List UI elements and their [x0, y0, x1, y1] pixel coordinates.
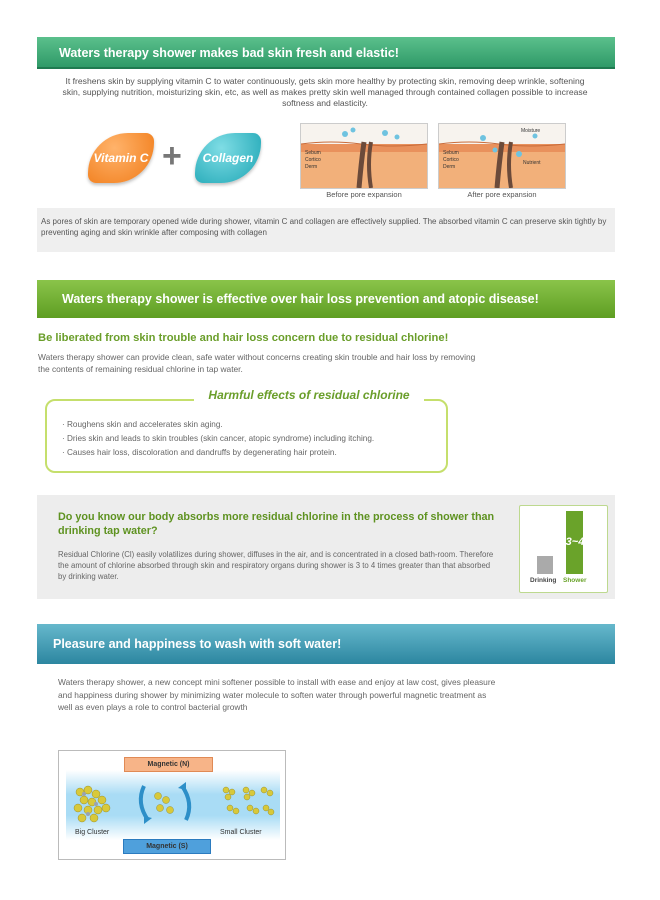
after-label-moisture: Moisture — [521, 128, 541, 134]
after-label-nutrient: Nutrient — [523, 160, 541, 166]
chlorine-heading: Be liberated from skin trouble and hair loss concern due to residual chlorine! — [38, 332, 449, 344]
skin-before-illustration — [300, 123, 428, 189]
water-cluster-illustration — [66, 778, 280, 828]
after-label-derm: Derm — [443, 164, 456, 170]
after-pore-caption: After pore expansion — [467, 190, 537, 199]
absorption-paragraph: Residual Chlorine (Cl) easily volatilizes during shower, diffuses in the air, and is concentrated in a closed bath-room. Therefore the amount of chlorine absorbed through skin and respiratory organs during shower is 3 to 4 times greater than that absorbed by drinking water. — [58, 550, 494, 581]
chlorine-paragraph: Waters therapy shower can provide clean, safe water without concerns creating skin trouble and hair loss by removing the contents of remaining residual chlorine in tap water. — [38, 352, 476, 374]
skin-label-cortico: Cortico — [305, 157, 321, 163]
before-pore-caption: Before pore expansion — [326, 190, 402, 199]
harmful-item: · Roughens skin and accelerates skin aging. — [62, 420, 223, 429]
harmful-item: · Dries skin and leads to skin troubles (skin cancer, atopic syndrome) including itching. — [62, 434, 375, 443]
skin-section-banner: Waters therapy shower makes bad skin fresh and elastic! — [37, 37, 615, 69]
harmful-effects-list — [62, 418, 442, 460]
soft-water-paragraph: Waters therapy shower, a new concept mini softener possible to install with ease and enjoy at law cost, gives pleasure and happiness during shower by minimizing water molecule to soften water through powerful magnetic treatment as well as even plays a role to control bacterial growth — [58, 677, 496, 712]
harmful-item: · Causes hair loss, discoloration and dandruffs by degenerating hair protein. — [62, 448, 337, 457]
magnetic-north-label: Magnetic (N) — [124, 757, 213, 772]
skin-label-derm: Derm — [305, 164, 318, 170]
after-label-cortico: Cortico — [443, 157, 459, 163]
absorption-heading: Do you know our body absorbs more residual chlorine in the process of shower than drinking tap water? — [58, 511, 495, 537]
drinking-bar-label: Drinking — [530, 577, 557, 584]
drinking-bar — [537, 556, 553, 574]
soft-water-section-banner: Pleasure and happiness to wash with soft water! — [37, 624, 615, 664]
shower-bar-label: Shower — [563, 577, 587, 584]
shower-bar-value: 3~4 — [565, 536, 585, 548]
vitamin-c-badge: Vitamin C — [88, 133, 154, 183]
skin-label-sebum: Sebum — [305, 150, 321, 156]
plus-sign: + — [162, 137, 182, 175]
collagen-badge: Collagen — [195, 133, 261, 183]
skin-intro-text: It freshens skin by supplying vitamin C to water continuously, gets skin more healthy by protecting skin, removing deep wrinkle, softening skin, supplying nutrition, moisturizing skin, etc, as well as makes pretty skin well managed through contained collagen possible to increase softness and elasticity. — [62, 76, 588, 108]
harmful-effects-title: Harmful effects of residual chlorine — [194, 388, 424, 402]
magnetic-south-label: Magnetic (S) — [123, 839, 211, 854]
after-label-sebum: Sebum — [443, 150, 459, 156]
pore-note: As pores of skin are temporary opened wide during shower, vitamin C and collagen are effectively supplied. The absorbed vitamin C can preserve skin tightly by preventing aging and skin wrinkle after composing with collagen — [37, 208, 615, 252]
big-cluster-label: Big Cluster — [75, 829, 110, 836]
skin-after-illustration — [438, 123, 566, 189]
hair-loss-section-banner: Waters therapy shower is effective over hair loss prevention and atopic disease! — [37, 280, 615, 318]
small-cluster-label: Small Cluster — [220, 829, 262, 836]
